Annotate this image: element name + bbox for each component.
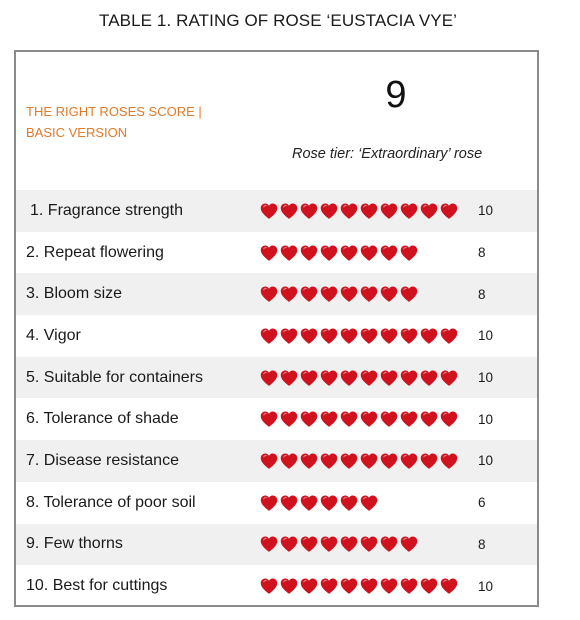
heart-icon xyxy=(440,369,458,386)
row-value: 6 xyxy=(478,495,486,511)
heart-icon xyxy=(380,411,398,428)
heart-icon xyxy=(300,411,318,428)
heart-icon xyxy=(360,494,378,511)
heart-icon xyxy=(440,202,458,219)
heart-rating xyxy=(260,536,418,553)
heart-icon xyxy=(260,494,278,511)
rating-row xyxy=(16,524,537,566)
row-label: 6. Tolerance of shade xyxy=(26,410,179,428)
heart-icon xyxy=(380,202,398,219)
heart-icon xyxy=(420,202,438,219)
heart-icon xyxy=(320,411,338,428)
rating-row xyxy=(16,440,537,482)
heart-icon xyxy=(340,536,358,553)
heart-icon xyxy=(300,286,318,303)
page-title: TABLE 1. RATING OF ROSE ‘EUSTACIA VYE’ xyxy=(98,11,458,30)
row-value: 10 xyxy=(478,453,494,469)
rating-rows xyxy=(16,190,537,607)
row-label: 8. Tolerance of poor soil xyxy=(26,493,196,511)
heart-icon xyxy=(420,578,438,595)
heart-icon xyxy=(420,327,438,344)
heart-icon xyxy=(340,202,358,219)
row-label: 10. Best for cuttings xyxy=(26,577,168,595)
heart-icon xyxy=(400,578,418,595)
heart-icon xyxy=(260,578,278,595)
heart-icon xyxy=(380,369,398,386)
heart-icon xyxy=(280,494,298,511)
overall-score: 9 xyxy=(385,74,407,116)
heart-icon xyxy=(400,286,418,303)
rating-row xyxy=(16,398,537,440)
heart-icon xyxy=(360,536,378,553)
heart-icon xyxy=(260,286,278,303)
heart-icon xyxy=(360,244,378,261)
brand-label xyxy=(26,101,256,143)
heart-icon xyxy=(400,452,418,469)
heart-icon xyxy=(280,327,298,344)
heart-icon xyxy=(300,327,318,344)
heart-icon xyxy=(280,578,298,595)
heart-icon xyxy=(280,244,298,261)
heart-icon xyxy=(280,411,298,428)
heart-icon xyxy=(340,286,358,303)
heart-icon xyxy=(320,202,338,219)
heart-icon xyxy=(320,578,338,595)
heart-icon xyxy=(440,452,458,469)
heart-icon xyxy=(380,244,398,261)
heart-icon xyxy=(340,452,358,469)
heart-icon xyxy=(260,202,278,219)
row-value: 8 xyxy=(478,536,486,552)
heart-icon xyxy=(420,452,438,469)
row-label: 2. Repeat flowering xyxy=(26,243,164,261)
heart-icon xyxy=(320,494,338,511)
heart-icon xyxy=(320,286,338,303)
heart-icon xyxy=(380,536,398,553)
heart-rating xyxy=(260,452,458,469)
heart-icon xyxy=(400,411,418,428)
heart-icon xyxy=(420,411,438,428)
heart-icon xyxy=(260,327,278,344)
heart-icon xyxy=(280,202,298,219)
heart-icon xyxy=(320,536,338,553)
heart-icon xyxy=(300,536,318,553)
heart-rating xyxy=(260,202,458,219)
heart-icon xyxy=(300,494,318,511)
rating-row xyxy=(16,232,537,274)
row-value: 8 xyxy=(478,286,486,302)
row-label: 3. Bloom size xyxy=(26,285,123,303)
heart-icon xyxy=(400,244,418,261)
heart-icon xyxy=(360,286,378,303)
heart-icon xyxy=(340,411,358,428)
heart-icon xyxy=(300,578,318,595)
row-value: 10 xyxy=(478,578,494,594)
heart-icon xyxy=(260,369,278,386)
heart-icon xyxy=(280,536,298,553)
heart-icon xyxy=(320,369,338,386)
rating-row xyxy=(16,315,537,357)
heart-icon xyxy=(340,494,358,511)
heart-icon xyxy=(380,578,398,595)
heart-icon xyxy=(340,327,358,344)
heart-icon xyxy=(380,286,398,303)
heart-rating xyxy=(260,286,418,303)
row-label: 5. Suitable for containers xyxy=(26,368,203,386)
heart-icon xyxy=(260,452,278,469)
heart-icon xyxy=(300,452,318,469)
heart-rating xyxy=(260,578,458,595)
heart-icon xyxy=(280,452,298,469)
heart-icon xyxy=(360,452,378,469)
heart-icon xyxy=(320,452,338,469)
heart-icon xyxy=(320,244,338,261)
heart-rating xyxy=(260,411,458,428)
rating-card xyxy=(14,50,539,607)
heart-icon xyxy=(400,202,418,219)
row-value: 10 xyxy=(478,328,494,344)
heart-rating xyxy=(260,244,418,261)
heart-rating xyxy=(260,369,458,386)
heart-icon xyxy=(380,452,398,469)
heart-icon xyxy=(440,327,458,344)
heart-icon xyxy=(440,411,458,428)
heart-icon xyxy=(280,286,298,303)
heart-icon xyxy=(400,327,418,344)
row-value: 10 xyxy=(478,411,494,427)
heart-icon xyxy=(360,578,378,595)
heart-icon xyxy=(320,327,338,344)
heart-rating xyxy=(260,327,458,344)
heart-icon xyxy=(340,578,358,595)
brand-line-2: BASIC VERSION xyxy=(26,125,128,140)
row-value: 8 xyxy=(478,245,486,261)
heart-icon xyxy=(260,411,278,428)
heart-icon xyxy=(360,411,378,428)
heart-icon xyxy=(300,244,318,261)
heart-icon xyxy=(280,369,298,386)
brand-line-1: THE RIGHT ROSES SCORE | xyxy=(26,104,202,119)
heart-icon xyxy=(300,202,318,219)
heart-rating xyxy=(260,494,378,511)
rating-row xyxy=(16,482,537,524)
heart-icon xyxy=(260,536,278,553)
rating-row xyxy=(16,190,537,232)
heart-icon xyxy=(360,327,378,344)
heart-icon xyxy=(420,369,438,386)
heart-icon xyxy=(360,369,378,386)
row-value: 10 xyxy=(478,203,494,219)
heart-icon xyxy=(400,536,418,553)
row-label: 7. Disease resistance xyxy=(26,451,179,469)
rating-row xyxy=(16,565,537,607)
rating-row xyxy=(16,357,537,399)
heart-icon xyxy=(400,369,418,386)
row-label: 1. Fragrance strength xyxy=(30,201,183,219)
heart-icon xyxy=(380,327,398,344)
rating-row xyxy=(16,273,537,315)
heart-icon xyxy=(260,244,278,261)
row-label: 9. Few thorns xyxy=(26,535,123,553)
heart-icon xyxy=(340,369,358,386)
row-value: 10 xyxy=(478,370,494,386)
heart-icon xyxy=(340,244,358,261)
heart-icon xyxy=(440,578,458,595)
rose-tier: Rose tier: ‘Extraordinary’ rose xyxy=(292,146,483,162)
heart-icon xyxy=(360,202,378,219)
heart-icon xyxy=(300,369,318,386)
row-label: 4. Vigor xyxy=(26,326,81,344)
